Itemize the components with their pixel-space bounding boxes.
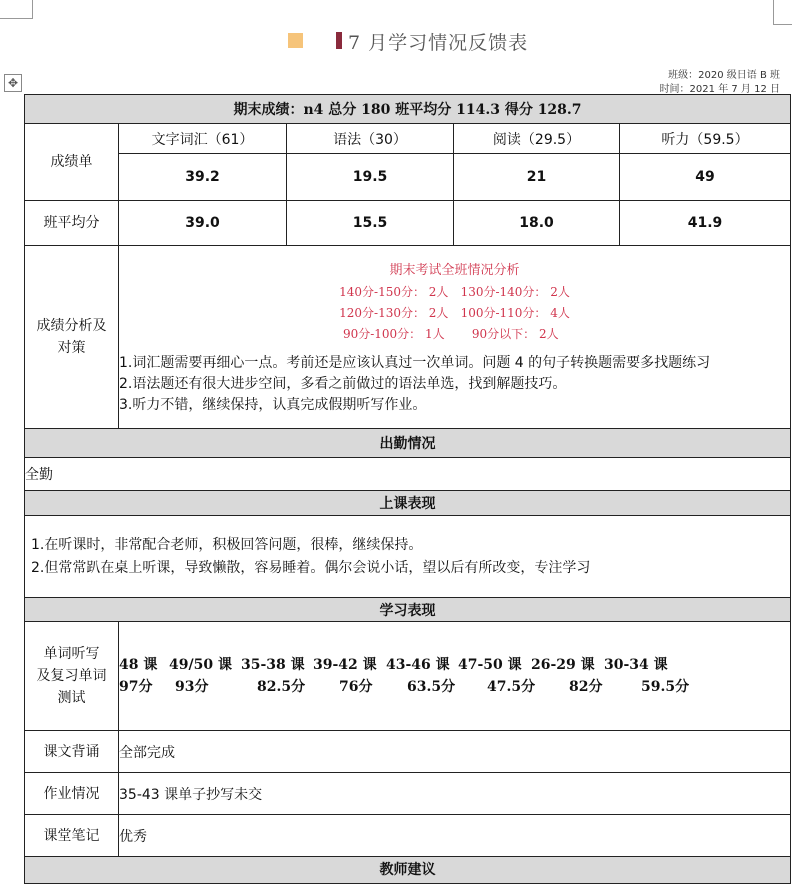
- class-performance-content: [25, 516, 791, 598]
- lesson-row: [119, 654, 790, 676]
- dictation-label-line2: 及复习单词: [36, 668, 107, 684]
- avg-vocab: 39.0: [119, 201, 287, 246]
- page-corner-mark: [0, 0, 33, 19]
- recitation-label: 课文背诵: [25, 731, 119, 773]
- notes-label: 课堂笔记: [25, 815, 119, 857]
- attendance-heading: 出勤情况: [25, 429, 791, 458]
- range-row: [119, 282, 790, 303]
- range-90-100: 90分-100分： 1人: [342, 326, 445, 341]
- dictation-score-4: 76分: [339, 679, 373, 695]
- range-below-90: 90分以下： 2人: [471, 326, 559, 341]
- score-grammar: 19.5: [287, 154, 454, 201]
- dictation-results: [119, 622, 791, 731]
- document-title: 7 月学习情况反馈表: [348, 32, 529, 54]
- score-reading: 21: [454, 154, 620, 201]
- summary-bar: 期末成绩：n4 总分 180 班平均分 114.3 得分 128.7: [25, 95, 791, 124]
- range-row: [119, 324, 790, 345]
- lesson-6: 47-50 课: [458, 657, 522, 673]
- recitation-value: 全部完成: [119, 731, 791, 773]
- lesson-5: 43-46 课: [386, 657, 450, 673]
- avg-reading: 18.0: [454, 201, 620, 246]
- column-header-grammar: 语法（30）: [287, 124, 454, 154]
- range-140-150: 140分-150分： 2人: [339, 284, 449, 299]
- column-header-vocab: 文字词汇（61）: [119, 124, 287, 154]
- analysis-title: 期末考试全班情况分析: [389, 262, 520, 278]
- title-row: [0, 28, 800, 52]
- analysis-content: [119, 246, 791, 429]
- dictation-score-8: 59.5分: [641, 679, 690, 695]
- analysis-label-line1: 成绩分析及: [36, 318, 107, 334]
- class-performance-heading: 上课表现: [25, 491, 791, 516]
- analysis-label: [25, 246, 119, 429]
- feedback-table: [24, 94, 791, 884]
- date-info: 时间：2021 年 7 月 12 日: [659, 84, 780, 95]
- lesson-7: 26-29 课: [531, 657, 595, 673]
- homework-value: 35-43 课单子抄写未交: [119, 773, 791, 815]
- range-100-110: 100分-110分： 4人: [460, 305, 570, 320]
- lesson-1: 48 课: [119, 657, 158, 673]
- score-listening: 49: [620, 154, 791, 201]
- analysis-note-3: 3.听力不错，继续保持，认真完成假期听写作业。: [119, 396, 427, 413]
- lesson-8: 30-34 课: [604, 657, 668, 673]
- study-performance-heading: 学习表现: [25, 598, 791, 622]
- avg-listening: 41.9: [620, 201, 791, 246]
- lesson-3: 35-38 课: [241, 657, 305, 673]
- dictation-label-line1: 单词听写: [43, 646, 100, 662]
- score-row-label: 成绩单: [25, 124, 119, 201]
- score-row: [119, 676, 790, 698]
- dictation-score-3: 82.5分: [257, 679, 306, 695]
- dictation-score-6: 47.5分: [487, 679, 536, 695]
- range-130-140: 130分-140分： 2人: [460, 284, 570, 299]
- lesson-2: 49/50 课: [169, 657, 232, 673]
- score-vocab: 39.2: [119, 154, 287, 201]
- analysis-note-1: 1.词汇题需要再细心一点。考前还是应该认真过一次单词。问题 4 的句子转换题需要多找题练习: [119, 354, 711, 371]
- dictation-label: [25, 622, 119, 731]
- table-move-handle-icon[interactable]: ✥: [4, 74, 22, 92]
- dictation-score-5: 63.5分: [407, 679, 456, 695]
- avg-grammar: 15.5: [287, 201, 454, 246]
- homework-label: 作业情况: [25, 773, 119, 815]
- analysis-note-2: 2.语法题还有很大进步空间，多看之前做过的语法单选，找到解题技巧。: [119, 375, 567, 392]
- page-corner-mark-right: [773, 0, 792, 25]
- dictation-score-1: 97分: [119, 679, 153, 695]
- decorative-orange-square: [288, 33, 303, 48]
- range-120-130: 120分-130分： 2人: [339, 305, 449, 320]
- dictation-score-2: 93分: [175, 679, 209, 695]
- notes-value: 优秀: [119, 815, 791, 857]
- range-row: [119, 303, 790, 324]
- dictation-label-line3: 测试: [57, 690, 86, 706]
- class-performance-line-2: 2.但常常趴在桌上听课，导致懒散，容易睡着。偶尔会说小话，望以后有所改变，专注学习: [31, 559, 591, 576]
- lesson-4: 39-42 课: [313, 657, 377, 673]
- column-header-reading: 阅读（29.5）: [454, 124, 620, 154]
- column-header-listening: 听力（59.5）: [620, 124, 791, 154]
- class-performance-line-1: 1.在听课时，非常配合老师，积极回答问题，很棒，继续保持。: [31, 536, 423, 553]
- teacher-advice-heading: 教师建议: [25, 857, 791, 884]
- dictation-score-7: 82分: [569, 679, 603, 695]
- attendance-value: 全勤: [25, 458, 791, 491]
- analysis-label-line2: 对策: [57, 340, 86, 356]
- class-average-label: 班平均分: [25, 201, 119, 246]
- class-info: 班级：2020 级日语 B 班: [668, 70, 780, 81]
- decorative-red-bar: [336, 32, 342, 49]
